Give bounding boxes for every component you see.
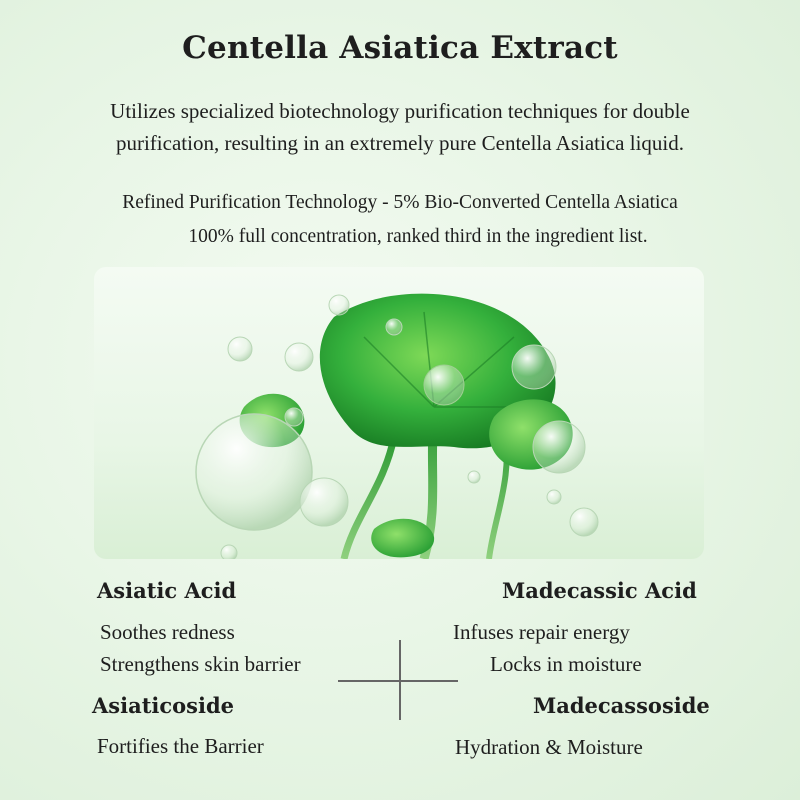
- technology-statement: [20, 186, 780, 254]
- technology-line-1: Refined Purification Technology - 5% Bio-Converted Centella Asiatica: [122, 192, 678, 213]
- madecassic-acid-benefit-1: Infuses repair energy: [453, 620, 630, 644]
- page-title: Centella Asiatica Extract: [182, 30, 618, 66]
- technology-line-2: 100% full concentration, ranked third in the ingredient list.: [188, 226, 648, 247]
- divider-horizontal: [338, 680, 458, 682]
- hero-image: [94, 267, 704, 559]
- ingredient-name-madecassoside: Madecassoside: [533, 693, 710, 718]
- ingredient-name-madecassic-acid: Madecassic Acid: [502, 578, 697, 603]
- ingredient-name-asiatic-acid: Asiatic Acid: [97, 578, 237, 603]
- description-line-2: purification, resulting in an extremely pure Centella Asiatica liquid.: [115, 131, 684, 155]
- asiaticoside-benefit-1: Fortifies the Barrier: [97, 734, 264, 758]
- description-line-1: Utilizes specialized biotechnology purification techniques for double: [110, 99, 690, 123]
- asiatic-acid-benefit-1: Soothes redness: [100, 620, 235, 644]
- madecassoside-benefit-1: Hydration & Moisture: [455, 735, 643, 759]
- centella-leaf-bubbles-icon: [94, 267, 704, 559]
- madecassic-acid-benefit-2: Locks in moisture: [490, 652, 642, 676]
- description: [20, 95, 780, 159]
- ingredient-name-asiaticoside: Asiaticoside: [92, 693, 235, 718]
- asiatic-acid-benefit-2: Strengthens skin barrier: [100, 652, 301, 676]
